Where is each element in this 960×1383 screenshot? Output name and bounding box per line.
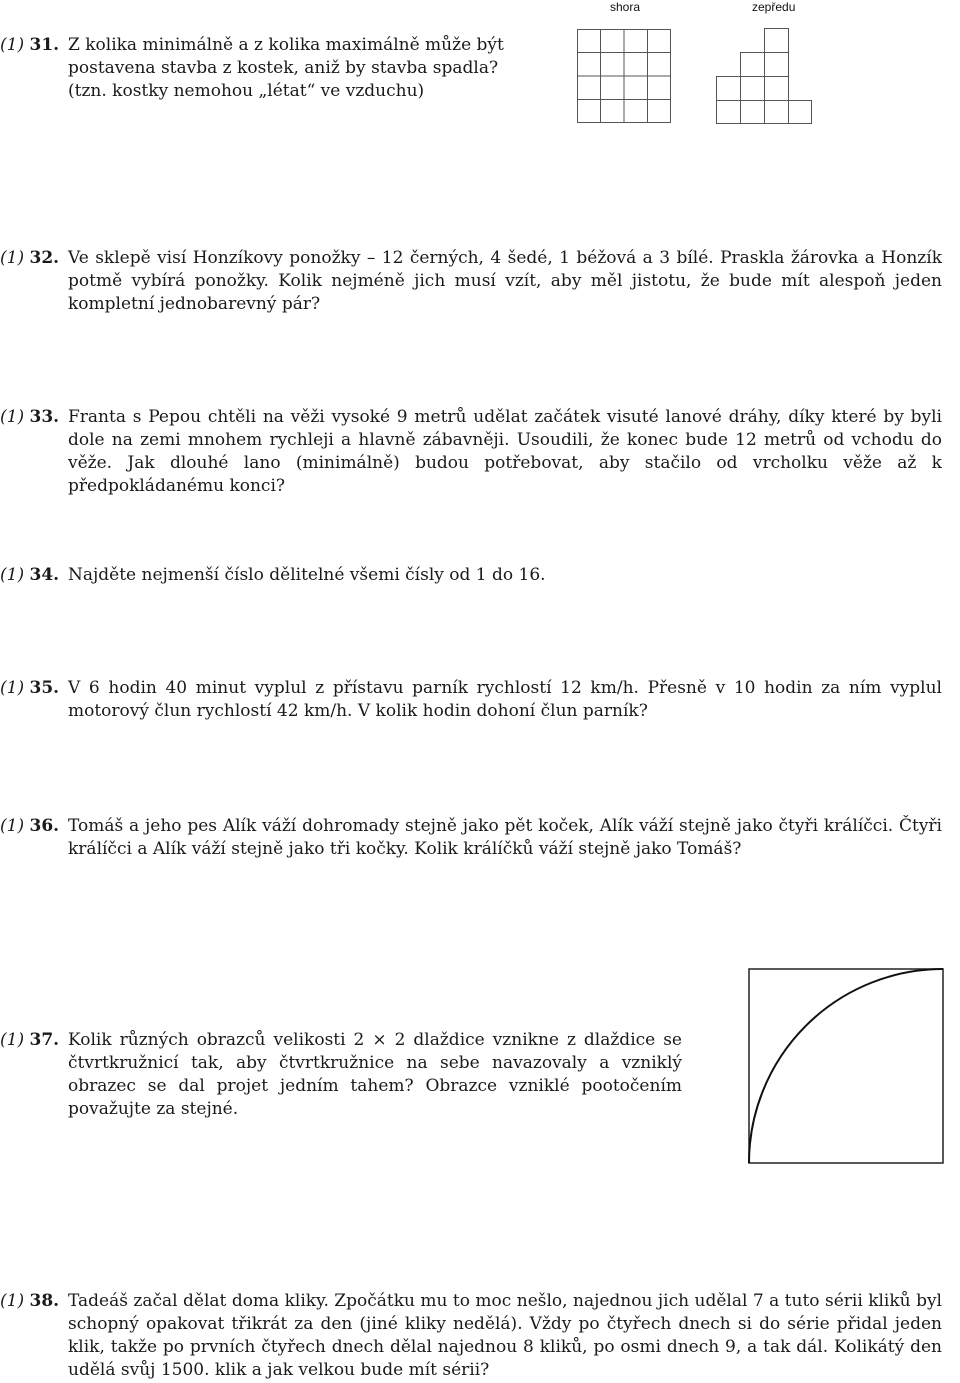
- problem-text: Ve sklepě visí Honzíkovy ponožky – 12 černých, 4 šedé, 1 béžová a 3 bílé. Praskla žárovka a Honzík potmě vybírá ponožky. Kolik nejméně jich musí vzít, aby měl jistotu, že bude mít alespoň jeden kompletní jednobarevný pár?: [68, 248, 942, 314]
- problem-index: 31.: [29, 35, 60, 55]
- problem-points: (1): [0, 1030, 25, 1050]
- problem-number: [0, 34, 59, 57]
- problem-index: 37.: [29, 1030, 60, 1050]
- problem-index: 33.: [29, 407, 60, 427]
- problem-index: 35.: [29, 678, 60, 698]
- top-view-label: shora: [610, 0, 641, 14]
- problem-text: Tomáš a jeho pes Alík váží dohromady stejně jako pět koček, Alík váží stejně jako čtyři králíčci. Čtyři králíčci a Alík váží stejně jako tři kočky. Kolik králíčků váží stejně jako Tomáš?: [68, 816, 942, 859]
- problem-index: 32.: [29, 248, 60, 268]
- problem-text: Franta s Pepou chtěli na věži vysoké 9 metrů udělat začátek visuté lanové dráhy, díky které by byli dole na zemi mnohem rychleji a hlavně zábavněji. Usoudili, že konec bude 12 metrů od vchodu do věže. Jak dlouhé lano (minimálně) budou potřebovat, aby stačilo od vrcholku věže až k předpokládanému konci?: [68, 407, 942, 496]
- problem-points: (1): [0, 1291, 25, 1311]
- problem-points: (1): [0, 678, 25, 698]
- problem-index: 38.: [29, 1291, 60, 1311]
- problem-number: [0, 247, 59, 270]
- problem-text: Kolik různých obrazců velikosti 2 × 2 dlaždice vznikne z dlaždice se čtvrtkružnicí tak, aby čtvrtkružnice na sebe navazovaly a vzniklý obrazec se dal projet jedním tahem? Obrazce vzniklé pootočením považujte za stejné.: [68, 1030, 682, 1119]
- quarter-circle-tile: [748, 968, 944, 1164]
- problem-points: (1): [0, 407, 25, 427]
- problem-text: Tadeáš začal dělat doma kliky. Zpočátku mu to moc nešlo, najednou jich udělal 7 a tuto sérii kliků byl schopný opakovat třikrát za den (jiné kliky nedělá). Vždy po čtyřech dnech si do série přidal jeden klik, takže po prvních čtyřech dnech dělal najednou 8 kliků, po osmi dnech 9, a tak dál. Kolikátý den udělá svůj 1500. klik a jak velkou bude mít sérii?: [68, 1291, 942, 1380]
- front-view-label: zepředu: [752, 0, 796, 14]
- problem-number: [0, 1290, 59, 1313]
- problem-index: 34.: [29, 565, 60, 585]
- problem-text: Najděte nejmenší číslo dělitelné všemi čísly od 1 do 16.: [68, 565, 546, 585]
- problem-number: [0, 564, 59, 587]
- front-view-grid: [716, 28, 812, 124]
- problem-points: (1): [0, 248, 25, 268]
- problem-points: (1): [0, 565, 25, 585]
- problem-number: [0, 1029, 59, 1052]
- problem-points: (1): [0, 35, 25, 55]
- top-view-grid: [577, 29, 671, 123]
- problem-number: [0, 815, 59, 838]
- problem-points: (1): [0, 816, 25, 836]
- problem-index: 36.: [29, 816, 60, 836]
- problem-number: [0, 406, 59, 429]
- problem-text: V 6 hodin 40 minut vyplul z přístavu parník rychlostí 12 km/h. Přesně v 10 hodin za ním vyplul motorový člun rychlostí 42 km/h. V kolik hodin dohoní člun parník?: [68, 678, 942, 721]
- problem-number: [0, 677, 59, 700]
- problem-text: Z kolika minimálně a z kolika maximálně může být postavena stavba z kostek, aniž by stavba spadla? (tzn. kostky nemohou „létat“ ve vzduchu): [68, 35, 504, 101]
